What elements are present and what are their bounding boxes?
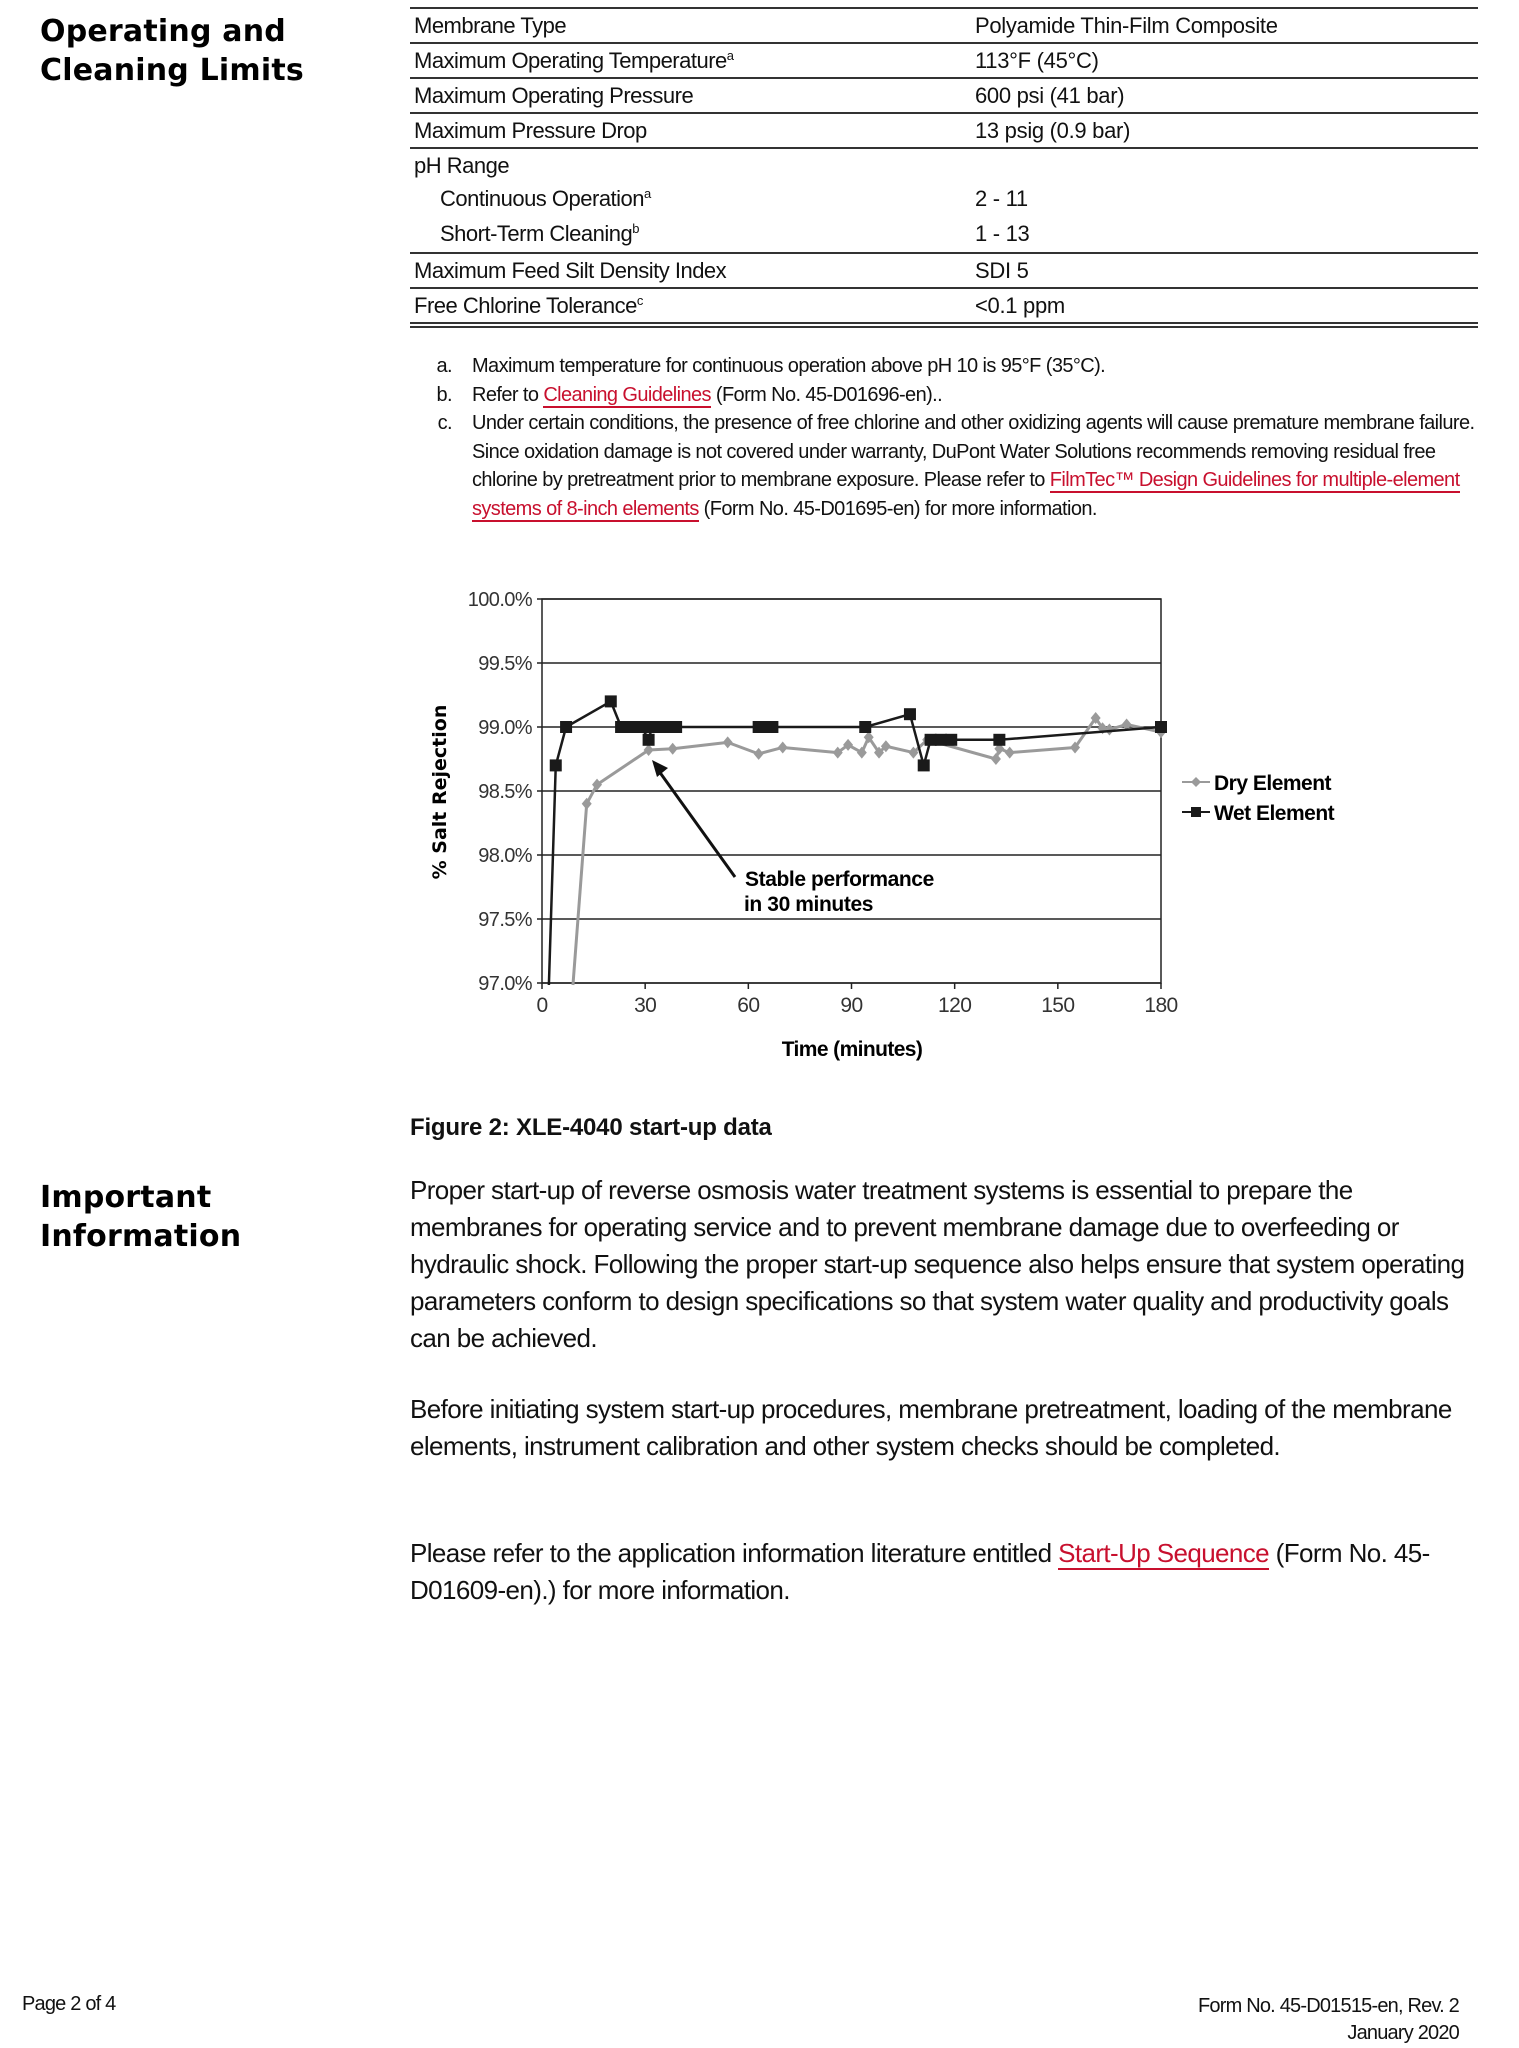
info-paragraph-3 xyxy=(410,1535,1490,1609)
x-tick-label: 0 xyxy=(536,994,548,1017)
row-label: Membrane Type xyxy=(414,13,567,38)
annotation xyxy=(652,760,934,916)
y-tick-label: 98.0% xyxy=(478,845,532,867)
row-label: Maximum Operating Pressure xyxy=(414,83,694,108)
footnote-text: (Form No. 45-D01695-en) for more information. xyxy=(698,497,1097,520)
footnote-ref: a xyxy=(644,186,651,201)
row-value: 600 psi (41 bar) xyxy=(975,83,1125,108)
footnote-text: Under certain conditions, the presence of free chlorine and other oxidizing agents will cause premature membrane failure. Since oxidation damage is not covered under warranty, DuPont Water Solutions recommends removing residual free chlorine by pretreatment prior to membrane exposure. Please refer to xyxy=(472,412,1475,491)
x-axis-label: Time (minutes) xyxy=(781,1038,923,1061)
legend-item-dry xyxy=(1182,772,1332,795)
y-axis-ticks xyxy=(468,589,533,995)
annotation-line-2: in 30 minutes xyxy=(744,893,874,916)
figure-caption: Figure 2: XLE-4040 start-up data xyxy=(410,1114,772,1141)
footnote-text: (Form No. 45-D01696-en).. xyxy=(710,383,943,406)
row-value: 1 - 13 xyxy=(975,221,1030,246)
y-tick-label: 97.0% xyxy=(478,973,532,995)
footnote-text: Maximum temperature for continuous operation above pH 10 is 95°F (35°C). xyxy=(472,355,1106,377)
form-number: Form No. 45-D01515-en, Rev. 2 xyxy=(1198,1995,1459,2017)
row-label: Maximum Feed Silt Density Index xyxy=(414,258,727,283)
x-axis-ticks xyxy=(536,994,1177,1017)
row-label: Continuous Operation$^a$ xyxy=(440,186,651,211)
x-tick-label: 150 xyxy=(1041,994,1075,1017)
y-tick-label: 97.5% xyxy=(478,909,532,931)
row-value: 2 - 11 xyxy=(975,186,1028,211)
chart-legend xyxy=(1182,772,1335,825)
y-tick-label: 99.5% xyxy=(478,653,532,675)
footnote-ref: b xyxy=(632,221,639,236)
row-value: 113°F (45°C) xyxy=(975,48,1099,73)
diamond-marker-icon xyxy=(1191,777,1201,787)
legend-label: Dry Element xyxy=(1214,772,1332,795)
y-axis-label: % Salt Rejection xyxy=(429,704,451,880)
heading-line: Operating and xyxy=(40,14,286,49)
chart-grid xyxy=(537,599,1161,989)
info-paragraph-1: Proper start-up of reverse osmosis water treatment systems is essential to prepare the membranes for operating service and to prevent membrane damage due to overfeeding or hydraulic shock. Following the proper start-up sequence also helps ensure that system operating parameters conform to design specifications so that system water quality and productivity goals can be achieved. xyxy=(410,1175,1465,1353)
x-tick-label: 180 xyxy=(1144,994,1178,1017)
design-guidelines-link[interactable]: FilmTec™ Design Guidelines for multiple-element systems of 8-inch elements xyxy=(472,469,1460,520)
x-tick-label: 120 xyxy=(938,994,972,1017)
y-tick-label: 99.0% xyxy=(478,717,532,739)
x-tick-label: 90 xyxy=(840,994,863,1017)
publication-date: January 2020 xyxy=(1347,2022,1459,2044)
paragraph-text: Please refer to the application information literature entitled xyxy=(410,1538,1059,1568)
footer-form-info xyxy=(1198,1993,1459,2047)
arrow-head-icon xyxy=(652,760,668,777)
start-up-sequence-link[interactable]: Start-Up Sequence xyxy=(1058,1538,1270,1568)
heading-line: Information xyxy=(40,1219,242,1254)
row-value: SDI 5 xyxy=(975,258,1029,283)
legend-item-wet xyxy=(1182,802,1335,825)
arrow-line xyxy=(656,767,735,877)
annotation-line-1: Stable performance xyxy=(745,868,934,891)
page-number: Page 2 of 4 xyxy=(22,1993,116,2015)
info-paragraph-2: Before initiating system start-up procedures, membrane pretreatment, loading of the membrane elements, instrument calibration and other system checks should be completed. xyxy=(410,1394,1452,1461)
series-dry-element xyxy=(573,712,1166,985)
x-tick-label: 30 xyxy=(634,994,657,1017)
row-label: Free Chlorine Tolerance$^c$ xyxy=(414,293,643,318)
footnote-text: Refer to xyxy=(472,383,544,406)
footnote-ref: a xyxy=(726,48,734,63)
row-value: Polyamide Thin-Film Composite xyxy=(975,13,1278,38)
heading-line: Important xyxy=(40,1180,212,1215)
footnote-marker: a. xyxy=(436,355,452,377)
cleaning-guidelines-link[interactable]: Cleaning Guidelines xyxy=(543,383,711,406)
heading-line: Cleaning Limits xyxy=(40,53,304,88)
row-label: Short-Term Cleaning$^b$ xyxy=(440,221,639,246)
chart-series xyxy=(549,695,1167,985)
row-value: <0.1 ppm xyxy=(975,293,1065,318)
square-marker-icon xyxy=(1191,807,1201,817)
row-value: 13 psig (0.9 bar) xyxy=(975,118,1131,143)
paragraph-text: (Form No. 45-D01609-en).) for more information. xyxy=(410,1538,1430,1605)
row-label: pH Range xyxy=(414,153,510,178)
y-tick-label: 98.5% xyxy=(478,781,532,803)
row-label: Maximum Operating Temperature$^a$ xyxy=(414,48,734,73)
series-wet-element xyxy=(549,695,1167,985)
y-tick-label: 100.0% xyxy=(467,589,532,611)
footnote-marker: b. xyxy=(436,383,452,406)
row-label: Maximum Pressure Drop xyxy=(414,118,647,143)
footnote-ref: c xyxy=(636,293,643,308)
x-tick-label: 60 xyxy=(737,994,760,1017)
footnote-marker: c. xyxy=(437,412,452,434)
legend-label: Wet Element xyxy=(1214,802,1335,825)
section-heading-info xyxy=(40,1178,241,1256)
